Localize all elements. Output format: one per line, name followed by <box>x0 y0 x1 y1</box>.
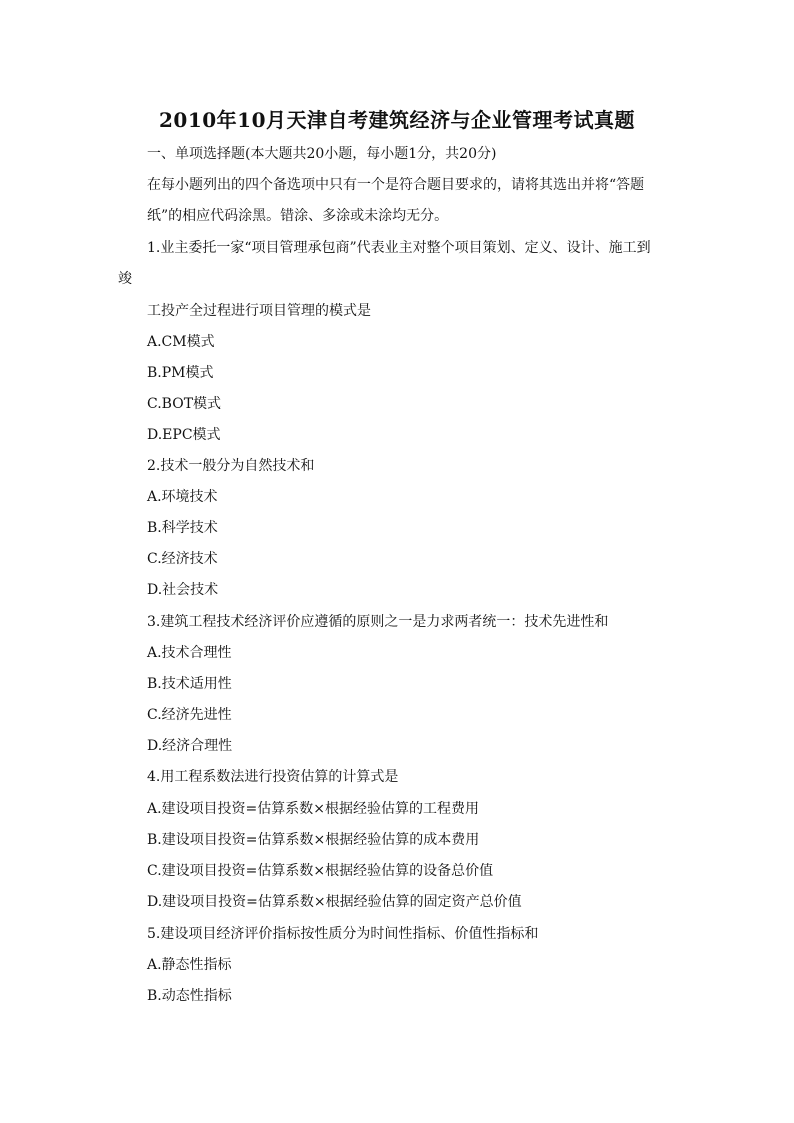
question-1-continued: 工投产全过程进行项目管理的模式是 <box>147 303 371 319</box>
option-d: D.经济合理性 <box>147 738 233 754</box>
option-d: D.建设项目投资=估算系数×根据经验估算的固定资产总价值 <box>147 894 522 910</box>
option-c: C.经济先进性 <box>147 707 232 723</box>
option-c: C.建设项目投资=估算系数×根据经验估算的设备总价值 <box>147 863 494 879</box>
question-1-wrap: 竣 <box>118 271 132 287</box>
question-1: 1.业主委托一家“项目管理承包商”代表业主对整个项目策划、定义、设计、施工到 <box>147 240 651 256</box>
option-c: C.经济技术 <box>147 551 218 567</box>
option-a: A.环境技术 <box>147 489 218 505</box>
option-a: A.技术合理性 <box>147 645 232 661</box>
option-b: B.动态性指标 <box>147 988 232 1004</box>
instruction-line: 在每小题列出的四个备选项中只有一个是符合题目要求的，请将其选出并将“答题 <box>147 177 645 193</box>
question-5: 5.建设项目经济评价指标按性质分为时间性指标、价值性指标和 <box>147 926 539 942</box>
section-heading: 一、单项选择题(本大题共20小题，每小题1分，共20分) <box>147 146 497 162</box>
question-2: 2.技术一般分为自然技术和 <box>147 458 315 474</box>
option-b: B.技术适用性 <box>147 676 232 692</box>
option-a: A.CM模式 <box>147 334 215 350</box>
option-d: D.社会技术 <box>147 582 219 598</box>
instruction-line: 纸”的相应代码涂黑。错涂、多涂或未涂均无分。 <box>147 208 449 224</box>
option-b: B.PM模式 <box>147 365 214 381</box>
option-a: A.静态性指标 <box>147 957 232 973</box>
question-3: 3.建筑工程技术经济评价应遵循的原则之一是力求两者统一：技术先进性和 <box>147 614 609 630</box>
option-c: C.BOT模式 <box>147 396 222 412</box>
option-a: A.建设项目投资=估算系数×根据经验估算的工程费用 <box>147 801 480 817</box>
document-title: 2010年10月天津自考建筑经济与企业管理考试真题 <box>159 108 635 132</box>
option-b: B.建设项目投资=估算系数×根据经验估算的成本费用 <box>147 832 480 848</box>
option-d: D.EPC模式 <box>147 427 221 443</box>
question-4: 4.用工程系数法进行投资估算的计算式是 <box>147 769 399 785</box>
option-b: B.科学技术 <box>147 520 218 536</box>
